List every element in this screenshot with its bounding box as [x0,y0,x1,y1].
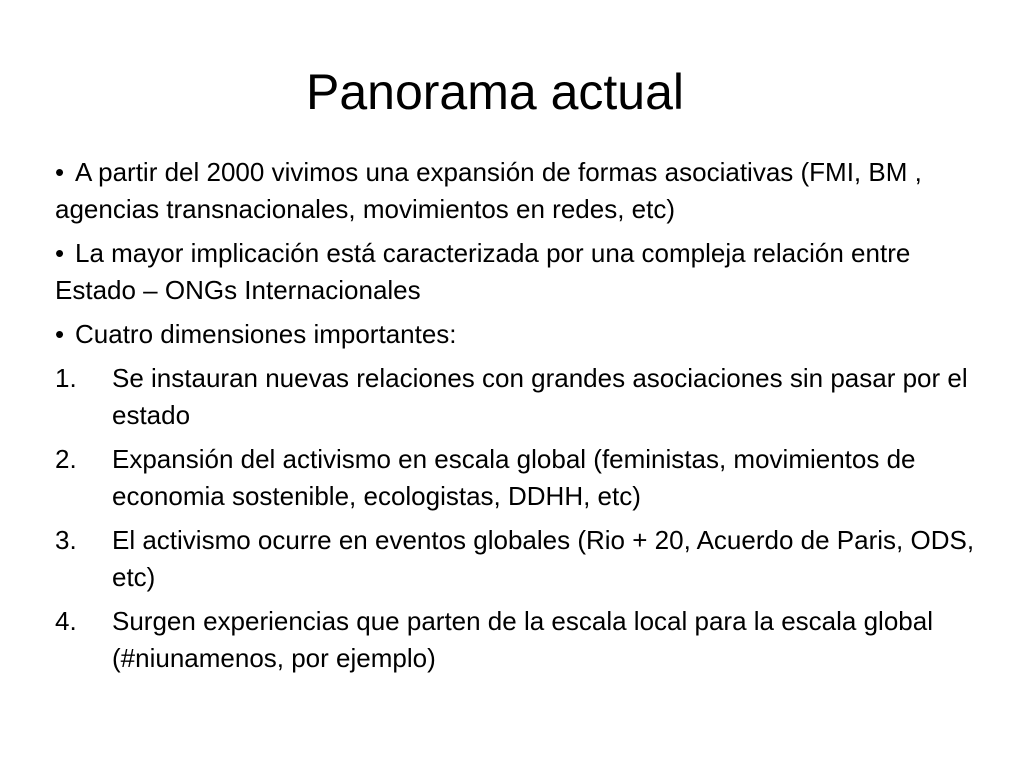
numbered-item [55,603,985,677]
bullet-item [55,154,985,228]
item-number: 1. [55,363,77,393]
bullet-text: A partir del 2000 vivimos una expansión de formas asociativas (FMI, BM , agencias transnacionales, movimientos en redes, etc) [55,157,922,224]
slide-title: Panorama actual [305,64,684,120]
bullet-icon: • [55,238,65,268]
numbered-item [55,441,985,515]
bullet-text: La mayor implicación está caracterizada por una compleja relación entre Estado – ONGs Internacionales [55,238,911,305]
item-text: Se instauran nuevas relaciones con grandes asociaciones sin pasar por el estado [112,363,968,430]
bullet-text: Cuatro dimensiones importantes: [75,319,457,349]
numbered-item [55,360,985,434]
bullet-item [55,235,985,309]
bullet-icon: • [55,157,65,187]
slide-content [55,154,985,684]
item-text: Expansión del activismo en escala global (feministas, movimientos de economia sostenible, ecologistas, DDHH, etc) [112,444,916,511]
bullet-item [55,316,985,353]
numbered-item [55,522,985,596]
item-text: Surgen experiencias que parten de la escala local para la escala global (#niunamenos, por ejemplo) [112,606,933,673]
item-number: 3. [55,525,77,555]
bullet-icon: • [55,319,65,349]
item-text: El activismo ocurre en eventos globales (Rio + 20, Acuerdo de Paris, ODS, etc) [112,525,975,592]
item-number: 4. [55,606,77,636]
item-number: 2. [55,444,77,474]
